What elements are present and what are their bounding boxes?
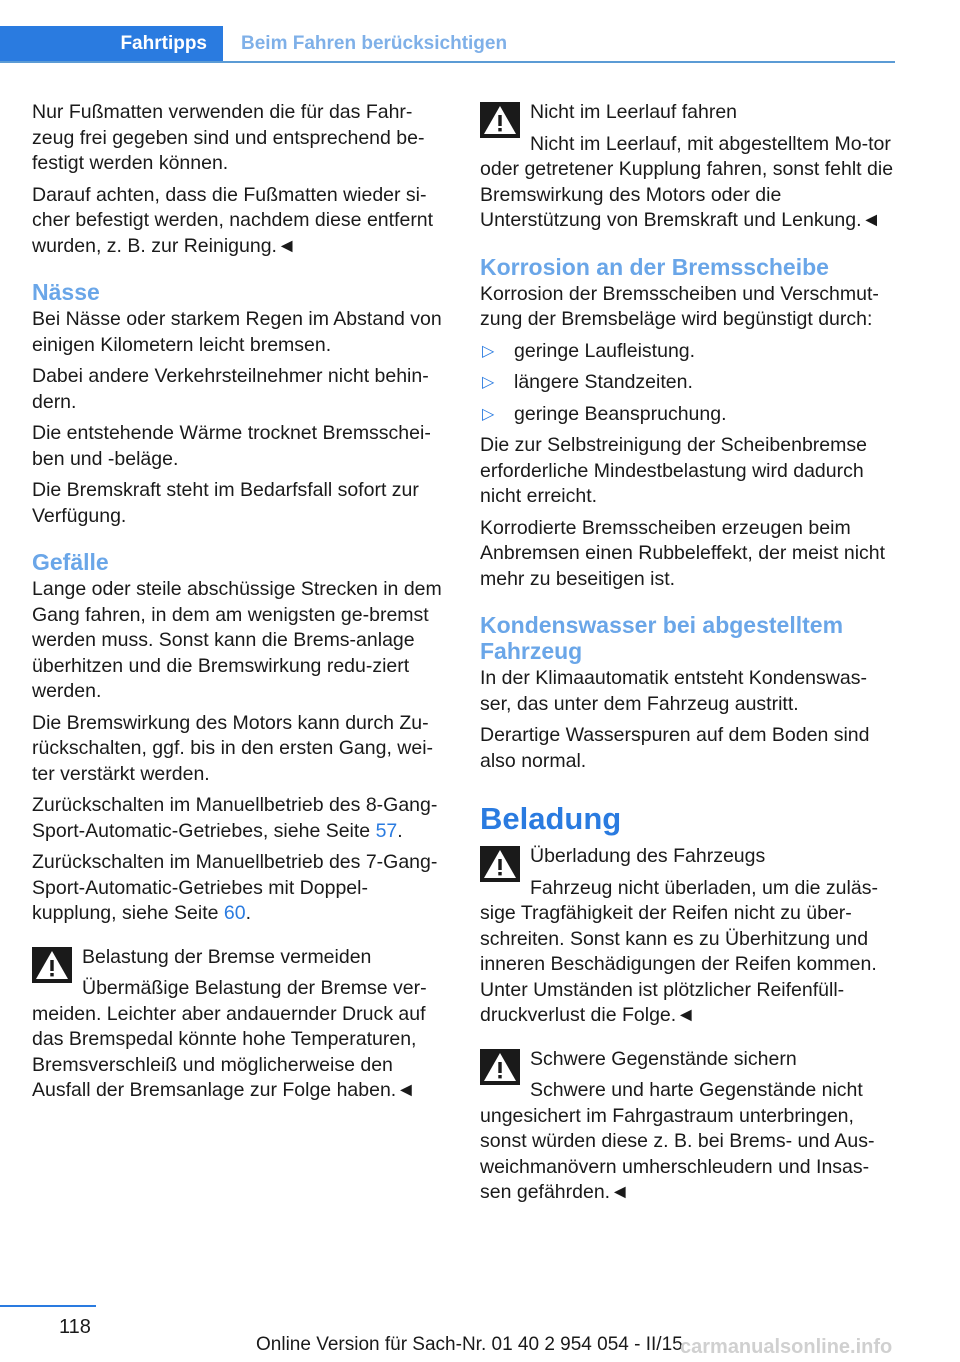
heading-gefaelle: Gefälle	[32, 549, 109, 575]
list-item: ▷ längere Standzeiten.	[480, 370, 895, 396]
bullet-triangle-icon: ▷	[482, 374, 495, 391]
paragraph: In der Klimaautomatik entsteht Kondenswas-ser, das unter dem Fahrzeug austritt.	[480, 667, 867, 715]
paragraph: Korrosion der Bremsscheiben und Verschmut-zung der Bremsbeläge wird begünstigt durch:	[480, 282, 879, 330]
section-tab-fahrtipps[interactable]: Fahrtipps	[0, 26, 223, 61]
watermark: carmanualsonline.info	[680, 1336, 893, 1358]
paragraph: Darauf achten, dass die Fußmatten wieder si-cher befestigt werden, nachdem diese entfernt wurden, z. B. zur Reinigung.◄	[32, 183, 434, 257]
bullet-list	[480, 339, 895, 428]
paragraph: Lange oder steile abschüssige Strecken in dem Gang fahren, in dem am wenigsten ge-bremst werden muss. Sonst kann die Brems-anlage überhitzen und die Bremswirkung redu-ziert werden.	[32, 578, 442, 702]
page-link-57[interactable]: 57	[375, 819, 398, 842]
online-version-label: Online Version für Sach-Nr. 01 40 2 954 054 - II/15	[256, 1334, 683, 1355]
heading-korrosion: Korrosion an der Bremsscheibe	[480, 253, 829, 280]
page-header	[0, 26, 895, 63]
warning-triangle-icon	[32, 947, 72, 983]
warning-triangle-icon	[480, 1049, 520, 1085]
paragraph: Die Bremswirkung des Motors kann durch Zu-rückschalten, ggf. bis in den ersten Gang, wei-ter verstärkt werden.	[32, 711, 434, 785]
warning-block-bremse	[32, 945, 452, 1104]
left-column	[32, 100, 452, 1110]
bullet-triangle-icon: ▷	[482, 405, 495, 423]
footer-accent-line	[0, 1305, 96, 1307]
page-link-60[interactable]: 60	[223, 902, 246, 924]
warning-block-leerlauf	[480, 100, 895, 234]
heading-naesse: Nässe	[32, 279, 100, 305]
heading-beladung: Beladung	[480, 801, 622, 836]
paragraph: Nur Fußmatten verwenden die für das Fahr-zeug frei gegeben sind und entsprechend be-festigt werden können.	[32, 101, 425, 174]
warning-title: Nicht im Leerlauf fahren	[530, 101, 738, 123]
warning-block-gegenstaende	[480, 1047, 895, 1206]
warning-body: Fahrzeug nicht überladen, um die zuläs-sige Tragfähigkeit der Reifen nicht zu über-schreiten. Sonst kann es zu Überhitzung und inneren Beschädigungen der Reifen kommen. Unter Umständen ist plötzlicher Reifenfüll-druckverlust die Folge.◄	[480, 876, 878, 1026]
page-number: 118	[59, 1316, 91, 1338]
warning-triangle-icon	[480, 102, 520, 138]
list-item: ▷ geringe Laufleistung.	[480, 339, 895, 365]
paragraph: Die entstehende Wärme trocknet Bremsschei-ben und -beläge.	[32, 422, 431, 470]
right-column	[480, 100, 895, 1212]
paragraph: Bei Nässe oder starkem Regen im Abstand von einigen Kilometern leicht bremsen.	[32, 308, 442, 356]
paragraph: Die Bremskraft steht im Bedarfsfall sofort zur Verfügung.	[32, 479, 419, 527]
paragraph: Zurückschalten im Manuellbetrieb des 7-Gang-Sport-Automatic-Getriebes mit Doppel-kupplung, siehe Seite 60.	[32, 851, 438, 924]
paragraph: Derartige Wasserspuren auf dem Boden sind also normal.	[480, 724, 870, 772]
paragraph: Die zur Selbstreinigung der Scheibenbremse erforderliche Mindestbelastung wird dadurch nicht erreicht.	[480, 434, 867, 507]
warning-body: Schwere und harte Gegenstände nicht ungesichert im Fahrgastraum unterbringen, sonst würden diese z. B. bei Brems- und Aus-weichmanövern umherschleudern und Insas-sen gefährden.◄	[480, 1079, 875, 1203]
warning-title: Überladung des Fahrzeugs	[530, 845, 766, 867]
heading-kondenswasser: Kondenswasser bei abgestelltem Fahrzeug	[480, 612, 844, 664]
warning-title: Belastung der Bremse vermeiden	[82, 945, 372, 968]
paragraph: Korrodierte Bremsscheiben erzeugen beim Anbremsen einen Rubbeleffekt, der meist nicht mehr zu beseitigen ist.	[480, 516, 886, 590]
subsection-tab[interactable]: Beim Fahren berücksichtigen	[241, 33, 508, 54]
warning-body: Übermäßige Belastung der Bremse ver-meiden. Leichter aber andauernder Druck auf das Bremspedal könnte hohe Temperaturen, Bremsverschleiß und möglicherweise den Ausfall der Bremsanlage zur Folge haben.◄	[32, 977, 427, 1101]
paragraph: Dabei andere Verkehrsteilnehmer nicht behin-dern.	[32, 365, 429, 413]
warning-triangle-icon	[480, 846, 520, 882]
warning-block-ueberladung	[480, 844, 895, 1029]
paragraph: Zurückschalten im Manuellbetrieb des 8-Gang-Sport-Automatic-Getriebes, siehe Seite 57.	[32, 794, 438, 842]
warning-title: Schwere Gegenstände sichern	[530, 1047, 797, 1070]
list-item: ▷ geringe Beanspruchung.	[480, 402, 895, 428]
warning-body: Nicht im Leerlauf, mit abgestelltem Mo-tor oder getretener Kupplung fahren, sonst fehlt die Bremswirkung des Motors oder die Unterstützung von Bremskraft und Lenkung.◄	[480, 132, 894, 231]
bullet-triangle-icon: ▷	[482, 342, 495, 360]
